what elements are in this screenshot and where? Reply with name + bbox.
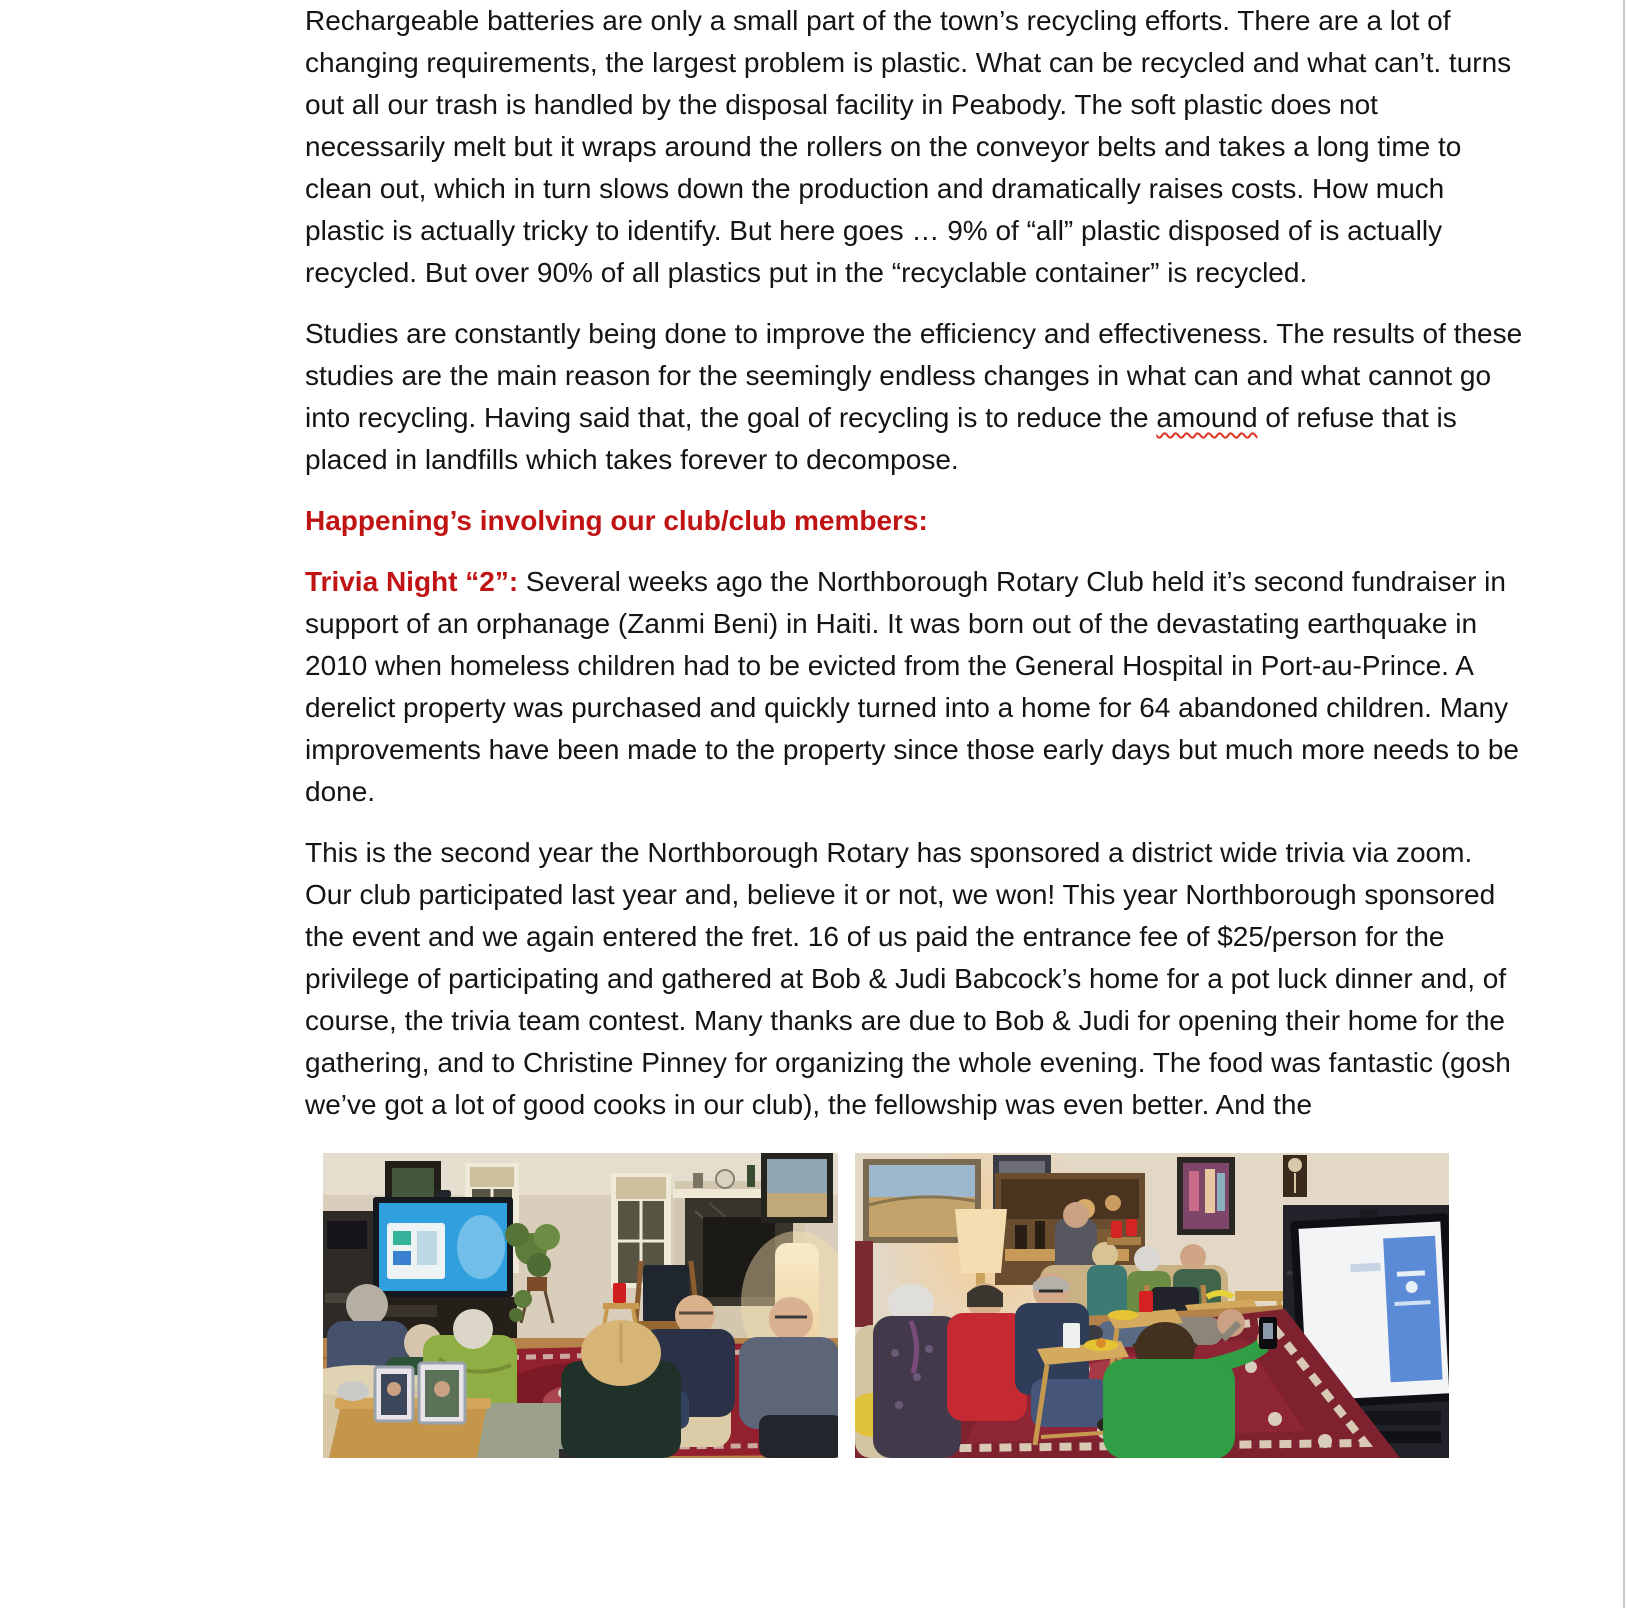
photo-living-room-left: [323, 1153, 838, 1458]
p3-text: Several weeks ago the Northborough Rotary Club held it’s second fundraiser in support of an orphanage (Zanmi Beni) in Haiti. It was born out of the devastating earthquake in 2010 when homeless children had to be evicted from the General Hospital in Port-au-Prince. A derelict property was purchased and quickly turned into a home for 64 abandoned children. Many improvements have been made to the property since those early days but much more needs to be done.: [305, 566, 1520, 807]
misspelled-word-amound: amound: [1156, 402, 1258, 433]
photo-row: [323, 1153, 1525, 1458]
photo-living-room-right: [855, 1153, 1449, 1458]
paragraph-studies: [305, 313, 1525, 481]
page-right-edge: [1623, 0, 1625, 1608]
trivia-night-lead-in: Trivia Night “2”:: [305, 566, 519, 597]
paragraph-second-year: This is the second year the Northborough Rotary has sponsored a district wide trivia via zoom. Our club participated last year and, believe it or not, we won! This year Northborough sponsored the event and we again entered the fret. 16 of us paid the entrance fee of $25/person for the privilege of participating and gathered at Bob & Judi Babcock’s home for a pot luck dinner and, of course, the trivia team contest. Many thanks are due to Bob & Judi for opening their home for the gathering, and to Christine Pinney for organizing the whole evening. The food was fantastic (gosh we’ve got a lot of good cooks in our club), the fellowship was even better. And the: [305, 837, 1511, 1120]
paragraph-trivia-night: [305, 561, 1525, 813]
section-heading-happenings: Happening’s involving our club/club members:: [305, 505, 928, 536]
p2-text-after: of refuse that is placed in landfills which takes forever to decompose.: [305, 402, 1457, 475]
newsletter-body: [305, 0, 1525, 1458]
p2-text-before: Studies are constantly being done to improve the efficiency and effectiveness. The results of these studies are the main reason for the seemingly endless changes in what can and what cannot go into recycling. Having said that, the goal of recycling is to reduce the: [305, 318, 1523, 433]
paragraph-recycling: Rechargeable batteries are only a small part of the town’s recycling efforts. There are a lot of changing requirements, the largest problem is plastic. What can be recycled and what can’t. turns out all our trash is handled by the disposal facility in Peabody. The soft plastic does not necessarily melt but it wraps around the rollers on the conveyor belts and takes a long time to clean out, which in turn slows down the production and dramatically raises costs. How much plastic is actually tricky to identify. But here goes … 9% of “all” plastic disposed of is actually recycled. But over 90% of all plastics put in the “recyclable container” is recycled.: [305, 5, 1512, 288]
